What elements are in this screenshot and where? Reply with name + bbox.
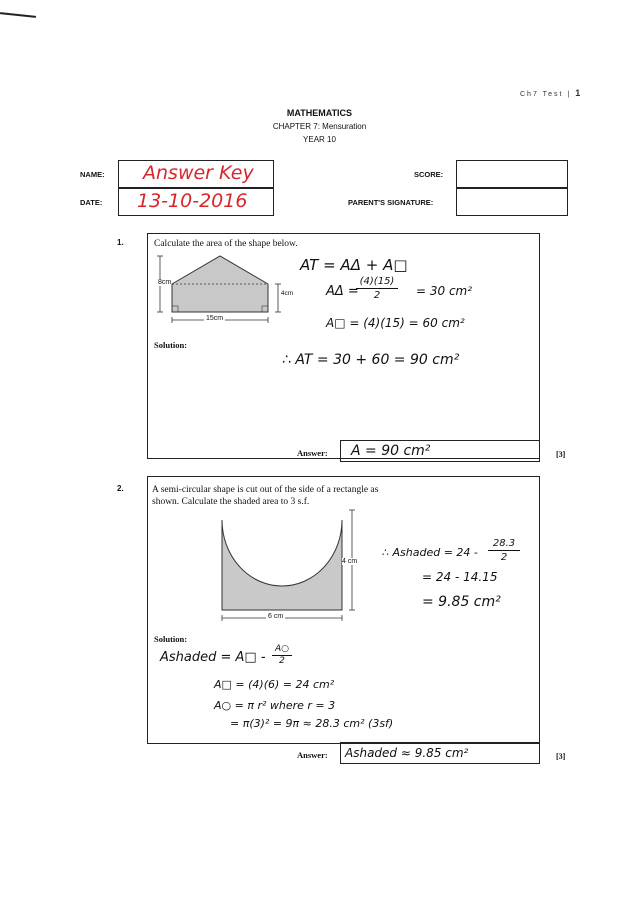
q2-answer-box[interactable] xyxy=(340,742,540,764)
q2-work-line1-numerator: A○ xyxy=(272,644,292,656)
q2-dim-6cm: 6 cm xyxy=(268,613,284,620)
signature-label: PARENT'S SIGNATURE: xyxy=(348,198,434,207)
page-label-text: Ch7 Test xyxy=(520,91,564,98)
q1-work-line2-lhs: AΔ = xyxy=(326,284,359,299)
q2-prompt-line1: A semi-circular shape is cut out of the side of a rectangle as xyxy=(152,485,379,495)
q1-work-line2-numerator: (4)(15) xyxy=(356,276,398,289)
q2-marks: [3] xyxy=(556,752,566,761)
score-field[interactable] xyxy=(456,160,568,188)
signature-field[interactable] xyxy=(456,188,568,216)
corner-mark xyxy=(0,12,36,18)
q2-right-work-denominator: 2 xyxy=(500,552,508,563)
year-label: YEAR 10 xyxy=(303,135,336,144)
q2-work-line4: = π(3)² = 9π ≈ 28.3 cm² (3sf) xyxy=(230,717,394,730)
q2-prompt-line2: shown. Calculate the shaded area to 3 s.f. xyxy=(152,497,310,507)
q2-figure xyxy=(210,510,370,630)
q2-shaded-region xyxy=(222,520,342,610)
q1-answer-label: Answer: xyxy=(297,448,328,458)
date-value: 13-10-2016 xyxy=(137,190,248,212)
q1-work-line3: A□ = (4)(15) = 60 cm² xyxy=(326,316,465,330)
q2-right-work-numerator: 28.3 xyxy=(488,538,520,551)
subject-title: MATHEMATICS xyxy=(286,108,353,118)
page-label: Ch7 Test | 1 xyxy=(520,88,581,98)
q1-answer-value: A = 90 cm² xyxy=(351,443,431,459)
q2-right-work-line2: = 24 - 14.15 xyxy=(422,570,498,584)
q1-work-line1: AT = AΔ + A□ xyxy=(300,256,408,274)
score-label: SCORE: xyxy=(414,170,444,179)
q1-work-line4: ∴ AT = 30 + 60 = 90 cm² xyxy=(282,352,460,368)
chapter-title: CHAPTER 7: Mensuration xyxy=(272,122,367,131)
name-value: Answer Key xyxy=(143,162,254,184)
q2-solution-label: Solution: xyxy=(154,634,188,644)
q1-work-line2-denominator: 2 xyxy=(373,290,381,301)
q1-solution-label: Solution: xyxy=(154,340,188,350)
name-field[interactable] xyxy=(118,160,274,188)
q2-right-work-line3: = 9.85 cm² xyxy=(422,594,501,610)
q2-answer-value: Ashaded ≈ 9.85 cm² xyxy=(345,746,469,760)
q1-answer-box[interactable] xyxy=(340,440,540,462)
q1-marks: [3] xyxy=(556,450,566,459)
q2-work-line1-denominator: 2 xyxy=(279,656,285,666)
q1-dim-8cm: 8cm xyxy=(158,279,172,286)
date-label: DATE: xyxy=(80,198,103,207)
q1-number: 1. xyxy=(117,238,124,247)
q2-work-line1-lhs: Ashaded = A□ - xyxy=(160,650,266,665)
q1-dim-15cm: 15cm xyxy=(206,315,224,322)
q1-prompt: Calculate the area of the shape below. xyxy=(154,239,298,249)
q2-answer-label: Answer: xyxy=(297,750,328,760)
q1-work-line2-rhs: = 30 cm² xyxy=(416,284,473,298)
q2-dim-4cm: 4 cm xyxy=(342,558,358,565)
q2-work-line2: A□ = (4)(6) = 24 cm² xyxy=(214,678,335,691)
name-label: NAME: xyxy=(80,170,105,179)
q1-dim-4cm: 4cm xyxy=(280,290,294,297)
q2-number: 2. xyxy=(117,484,124,493)
q2-right-work-line1-lhs: ∴ Ashaded = 24 - xyxy=(382,546,478,559)
page-number: 1 xyxy=(575,88,581,98)
q2-work-line3: A○ = π r² where r = 3 xyxy=(214,699,336,712)
date-field[interactable] xyxy=(118,188,274,216)
